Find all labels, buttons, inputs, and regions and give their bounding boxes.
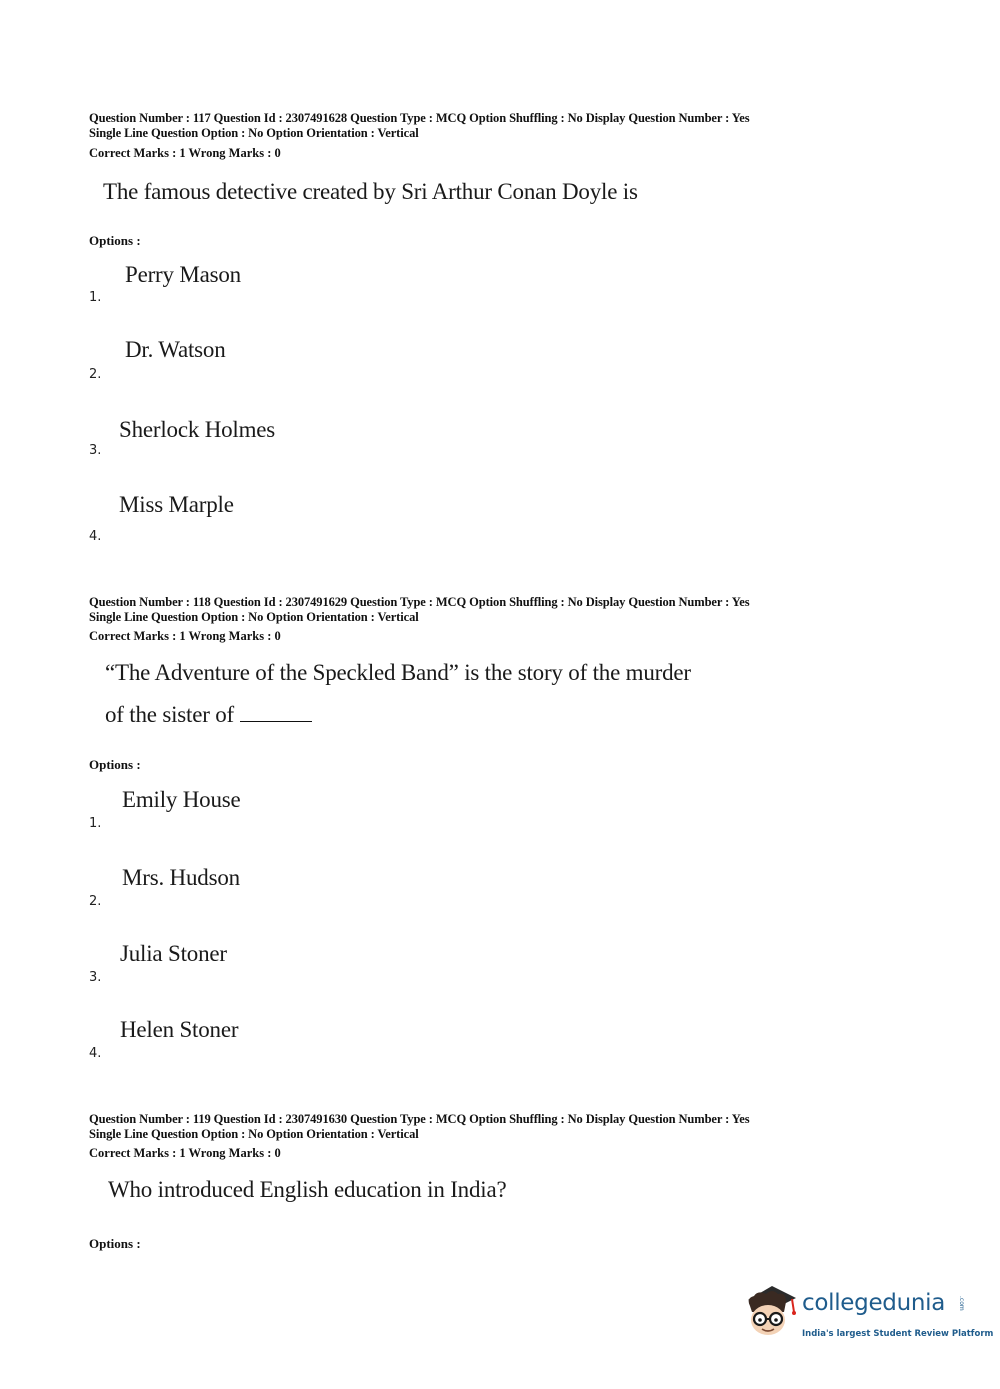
question-marks: Correct Marks : 1 Wrong Marks : 0 <box>89 1146 281 1160</box>
option-number: 3. <box>89 970 102 985</box>
question-meta <box>89 1112 909 1141</box>
option-number: 4. <box>89 529 102 544</box>
option-text: Perry Mason <box>125 262 241 287</box>
question-meta <box>89 111 909 140</box>
options-label: Options : <box>89 233 141 248</box>
question-meta-line: Single Line Question Option : No Option Orientation : Vertical <box>89 1126 419 1141</box>
question-meta-line: Question Number : 118 Question Id : 2307491629 Question Type : MCQ Option Shuffling : No Display Question Number : Yes <box>89 595 750 609</box>
option-text: Dr. Watson <box>125 337 226 362</box>
collegedunia-logo[interactable] <box>740 1282 994 1352</box>
question-meta-line: Single Line Question Option : No Option Orientation : Vertical <box>89 125 419 140</box>
option-number: 1. <box>89 816 102 831</box>
option-text: Mrs. Hudson <box>122 865 240 890</box>
question-text: The famous detective created by Sri Arthur Conan Doyle is <box>103 179 638 204</box>
answer-blank <box>240 703 312 722</box>
options-label: Options : <box>89 1236 141 1251</box>
question-text: “The Adventure of the Speckled Band” is the story of the murder <box>105 660 691 685</box>
option-number: 1. <box>89 290 102 305</box>
question-text-line: of the sister of <box>105 702 235 727</box>
mascot-icon <box>740 1282 800 1352</box>
option-text: Julia Stoner <box>120 941 227 966</box>
option-text: Helen Stoner <box>120 1017 239 1042</box>
question-meta-line: Question Number : 117 Question Id : 2307491628 Question Type : MCQ Option Shuffling : No Display Question Number : Yes <box>89 111 750 125</box>
options-label: Options : <box>89 757 141 772</box>
logo-wordmark: collegedunia <box>802 1290 946 1316</box>
question-marks: Correct Marks : 1 Wrong Marks : 0 <box>89 629 281 643</box>
option-number: 4. <box>89 1046 102 1061</box>
question-meta <box>89 595 909 624</box>
question-text-continued <box>105 702 312 728</box>
question-text: Who introduced English education in India? <box>108 1177 507 1202</box>
option-number: 3. <box>89 443 102 458</box>
option-text: Sherlock Holmes <box>119 417 276 442</box>
question-marks: Correct Marks : 1 Wrong Marks : 0 <box>89 146 281 160</box>
logo-tagline: India's largest Student Review Platform <box>802 1329 994 1339</box>
option-text: Emily House <box>122 787 241 812</box>
option-number: 2. <box>89 894 102 909</box>
question-meta-line: Single Line Question Option : No Option Orientation : Vertical <box>89 609 419 624</box>
option-text: Miss Marple <box>119 492 234 517</box>
option-number: 2. <box>89 367 102 382</box>
question-meta-line: Question Number : 119 Question Id : 2307491630 Question Type : MCQ Option Shuffling : No Display Question Number : Yes <box>89 1112 750 1126</box>
logo-domain-suffix: .com <box>958 1296 965 1311</box>
